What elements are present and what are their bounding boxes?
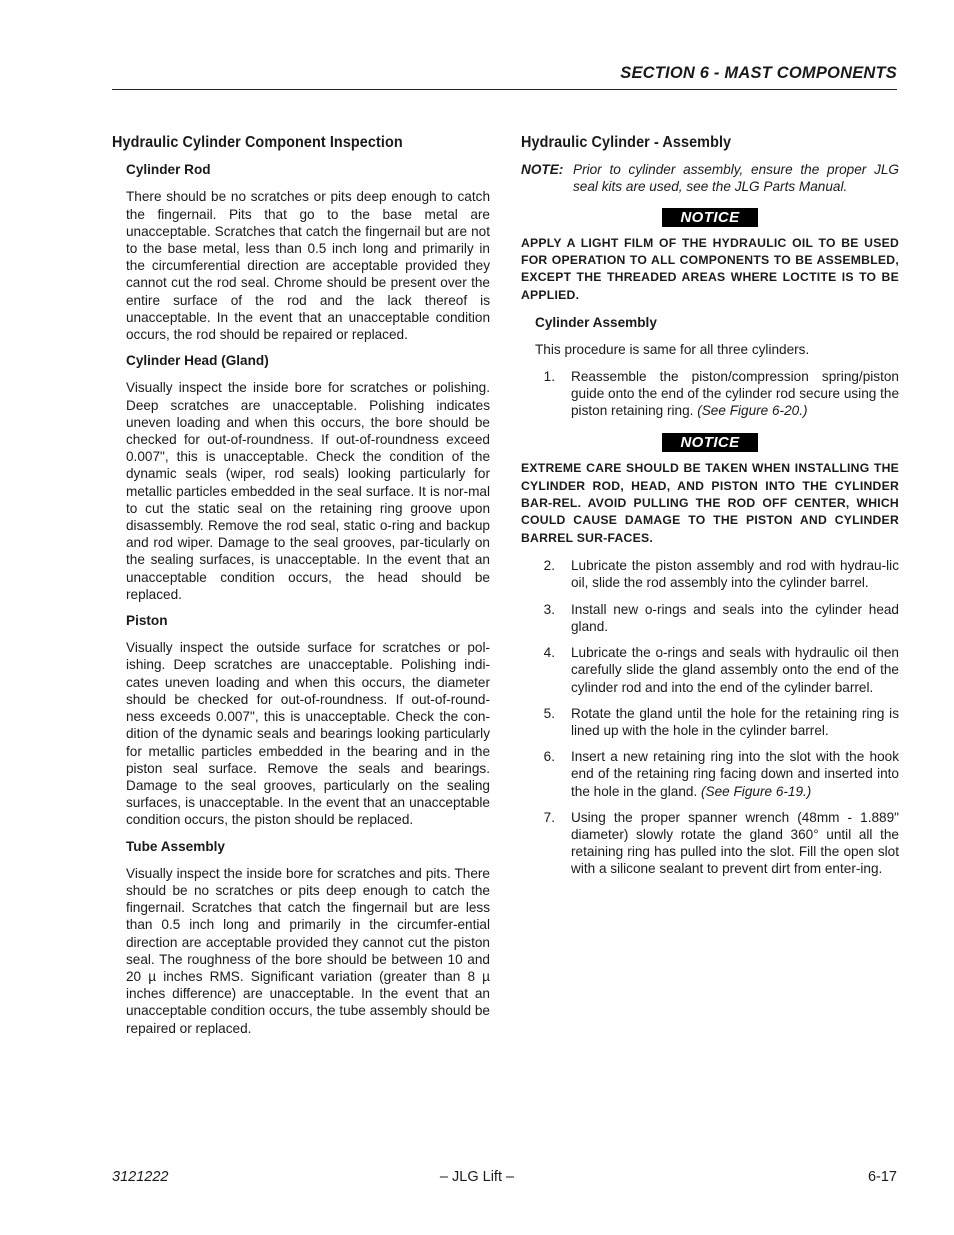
notice-badge-2-wrap (521, 433, 899, 452)
note-label: NOTE: (521, 162, 564, 178)
right-column (521, 134, 899, 887)
steps-list (521, 557, 899, 877)
piston-heading: Piston (126, 613, 168, 629)
step-text: Insert a new retaining ring into the slot with the hook end of the retaining ring facing down and inserted into the hole in the gland. (See Figure 6-19.) (571, 749, 899, 799)
step-number: 6. (543, 749, 555, 765)
cylinder-head-text: Visually inspect the inside bore for scratches or polishing. Deep scratches are unacceptable. Polishing indicates uneven loading and when this occurs, the bore should be checked for out-of-roundness. If out-of-roundness exceed 0.007", this is unacceptable. Check the condition of the dynamic seals (wiper, rod seals) looking particularly for metallic particles embedded in the seal surface. It is nor-mal to cut the static seal on the retaining ring groove upon disassembly. Remove the rod seal, static o-ring and backup and rod wiper. Damage to the seal grooves, par-ticularly on the sealing surfaces, is unacceptable. In the event that an unacceptable condition occurs, the head should be replaced. (126, 380, 490, 602)
cylinder-rod-heading: Cylinder Rod (126, 162, 211, 178)
page-number: 6-17 (867, 1169, 897, 1185)
piston-text: Visually inspect the outside surface for scratches or pol-ishing. Deep scratches are unacceptable. Polishing indi-cates uneven loading and when this occurs, the diameter should be checked for out-of-roundness. If out-of-round-ness exceeds 0.007", this is unacceptable. Check the con-dition of the dynamic seals and bearings looking particularly for metallic particles embedded in the bearing and in the piston seal surface. Remove the seals and bearings. Damage to the seal grooves, particularly on the sealing surfaces, is unacceptable. In the event that an unacceptable condition occurs, the piston should be replaced. (126, 640, 490, 828)
figure-reference: (See Figure 6-19.) (701, 783, 812, 799)
step-item (521, 705, 899, 739)
step-text: Lubricate the piston assembly and rod with hydrau-lic oil, slide the rod assembly into the cylinder barrel. (571, 558, 899, 591)
step-item (521, 644, 899, 696)
step-number: 1. (543, 368, 555, 384)
step-text: Rotate the gland until the hole for the retaining ring is lined up with the hole in the cylinder barrel. (571, 705, 899, 738)
cylinder-head-heading: Cylinder Head (Gland) (126, 353, 269, 369)
step-number: 3. (543, 601, 555, 617)
step-item (521, 809, 899, 878)
step-number: 4. (543, 645, 555, 661)
cylinder-rod-text: There should be no scratches or pits deep enough to catch the fingernail. Pits that go to the base metal are unacceptable. Scratches that catch the fingernail but are not to the base metal, less than 0.5 inch long and primarily in the circumferential direction are acceptable provided they cannot cut the rod seal. Chrome should be present over the entire surface of the rod and the lack thereof is unacceptable. In the event that an unacceptable condition occurs, the rod should be repaired or replaced. (126, 189, 490, 343)
step-item (521, 368, 899, 420)
tube-assembly-heading: Tube Assembly (126, 838, 225, 854)
step-number: 5. (543, 705, 555, 721)
section-header: SECTION 6 - MAST COMPONENTS (620, 64, 897, 82)
tube-assembly-text: Visually inspect the inside bore for scratches and pits. There should be no scratches or pits deep enough to catch the fingernail. Scratches that catch the fingernail but are less than 0.5 inch long and primarily in the circumfer-ential direction are acceptable provided they cannot cut the piston seal. The roughness of the bore should be between 10 and 20 µ inches RMS. Significant variation (greater than 8 µ inches difference) are unacceptable. In the event that an unacceptable condition occurs, the tube assembly should be repaired or replaced. (126, 865, 490, 1036)
assembly-title: Hydraulic Cylinder - Assembly (521, 134, 732, 151)
footer-brand: – JLG Lift – (439, 1169, 515, 1185)
inspection-title: Hydraulic Cylinder Component Inspection (112, 134, 403, 151)
notice-badge: NOTICE (662, 433, 757, 452)
notice-badge-1-wrap (521, 208, 899, 227)
step-text: Install new o-rings and seals into the cylinder head gland. (571, 601, 899, 634)
notice-text-1: APPLY A LIGHT FILM OF THE HYDRAULIC OIL TO BE USED FOR OPERATION TO ALL COMPONENTS TO BE ASSEMBLED, EXCEPT THE THREADED AREAS WHERE LOCTITE IS TO BE APPLIED. (521, 235, 899, 302)
step-text: Lubricate the o-rings and seals with hydraulic oil then carefully slide the gland assembly onto the end of the cylinder rod and into the end of the cylinder barrel. (571, 645, 899, 695)
step-item (521, 601, 899, 635)
notice-text-2: EXTREME CARE SHOULD BE TAKEN WHEN INSTALLING THE CYLINDER ROD, HEAD, AND PISTON INTO THE CYLINDER BAR-REL. AVOID PULLING THE ROD OFF CENTER, WHICH COULD CAUSE DAMAGE TO THE PISTON AND CYLINDER BARREL SUR-FACES. (521, 461, 899, 545)
step-item (521, 557, 899, 591)
left-column (112, 134, 490, 1046)
step-item (521, 748, 899, 800)
procedure-intro: This procedure is same for all three cylinders. (535, 342, 810, 358)
note-text: Prior to cylinder assembly, ensure the proper JLG seal kits are used, see the JLG Parts Manual. (573, 162, 899, 195)
cylinder-assembly-heading: Cylinder Assembly (535, 315, 657, 331)
step-number: 2. (543, 558, 555, 574)
header-divider (112, 89, 897, 90)
figure-reference: (See Figure 6-20.) (697, 403, 808, 419)
step-text: Reassemble the piston/compression spring/piston guide onto the end of the cylinder rod secure using the piston retaining ring. (See Figure 6-20.) (571, 368, 899, 419)
notice-badge: NOTICE (662, 208, 757, 227)
step-text: Using the proper spanner wrench (48mm - 1.889" diameter) slowly rotate the gland 360° until all the retaining ring has pulled into the slot. Fill the open slot with a silicone sealant to prevent dirt from enter-ing. (571, 809, 899, 877)
note-block (521, 161, 899, 195)
step-number: 7. (543, 809, 555, 825)
doc-number: 3121222 (112, 1169, 169, 1185)
